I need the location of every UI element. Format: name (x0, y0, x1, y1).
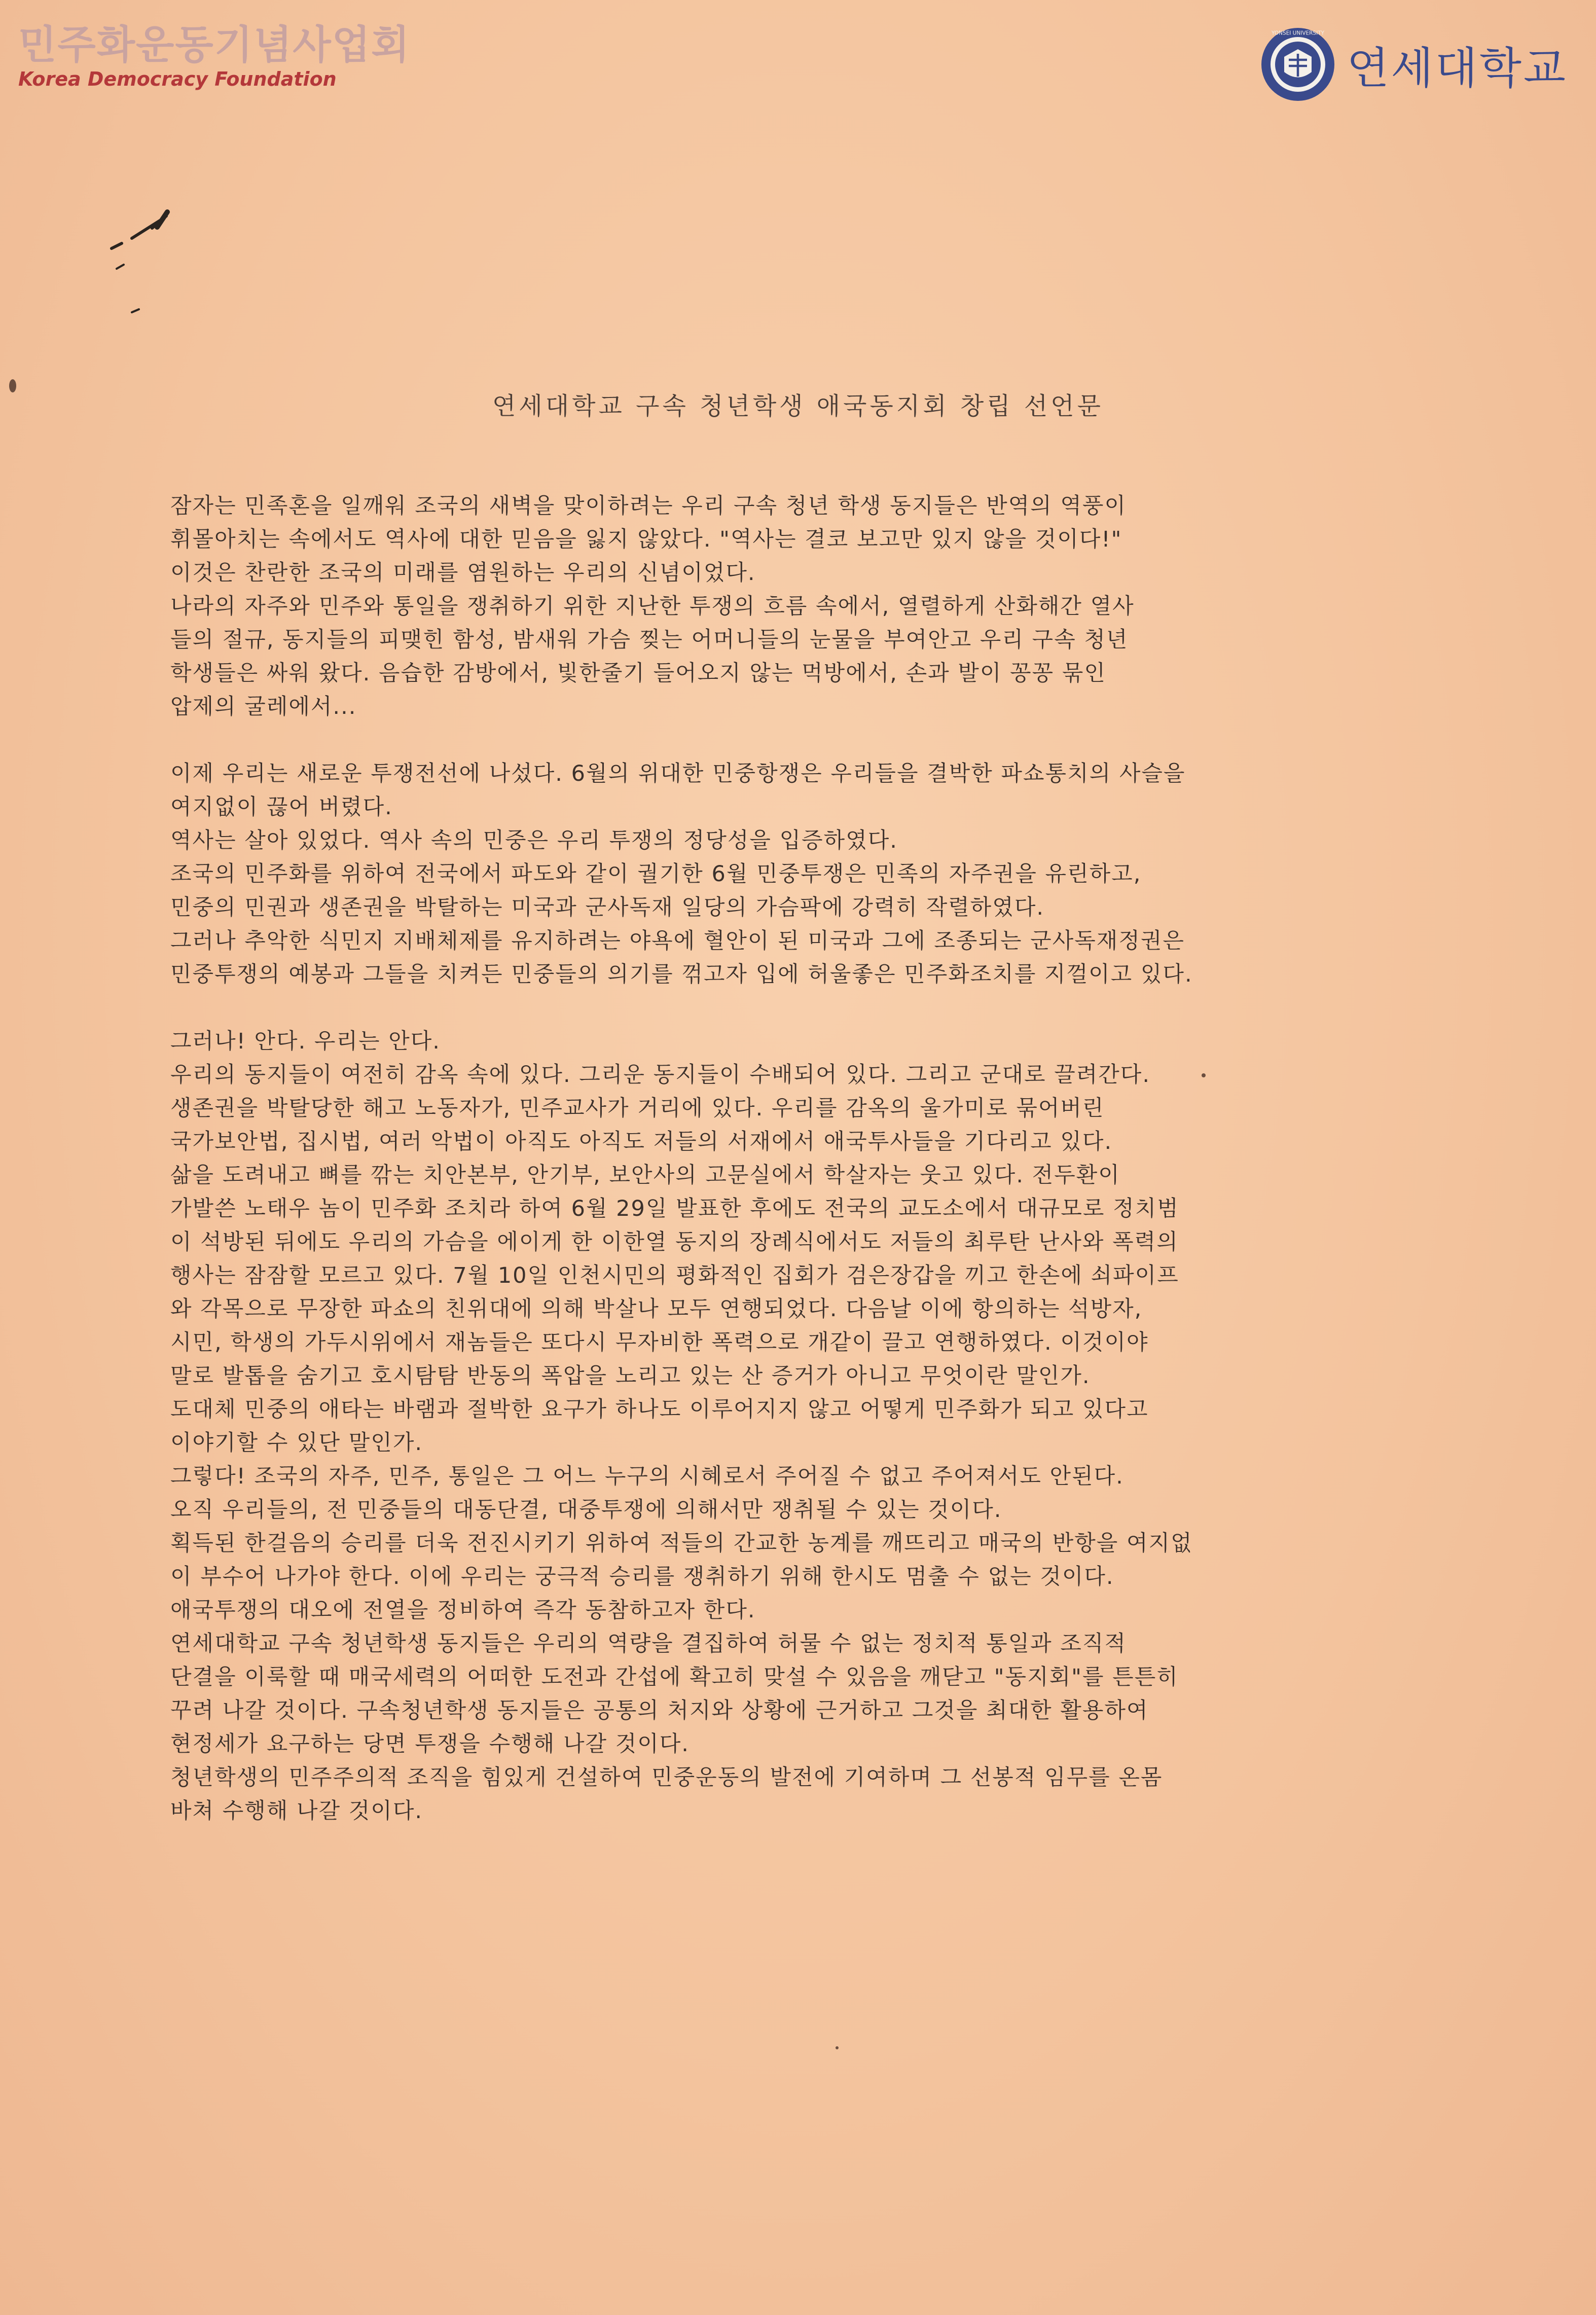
text-line: 가발쓴 노태우 놈이 민주화 조치라 하여 6월 29일 발표한 후에도 전국의 교도소에서 대규모로 정치범 (170, 1196, 1179, 1221)
text-line: 행사는 잠잠할 모르고 있다. 7월 10일 인천시민의 평화적인 집회가 검은장갑을 끼고 한손에 쇠파이프 (170, 1263, 1179, 1288)
text-line: 그렇다! 조국의 자주, 민주, 통일은 그 어느 누구의 시혜로서 주어질 수 없고 주어져서도 안된다. (170, 1464, 1124, 1489)
text-line: 들의 절규, 동지들의 피맺힌 함성, 밤새워 가슴 찢는 어머니들의 눈물을 부여안고 우리 구속 청년 (170, 627, 1129, 653)
kdf-logo-english: Korea Democracy Foundation (18, 68, 337, 90)
text-line: 삶을 도려내고 뼈를 깎는 치안본부, 안기부, 보안사의 고문실에서 학살자는 웃고 있다. 전두환이 (170, 1163, 1120, 1188)
text-line: 휘몰아치는 속에서도 역사에 대한 믿음을 잃지 않았다. "역사는 결코 보고만 있지 않을 것이다!" (170, 527, 1122, 552)
document-body (170, 489, 1407, 1828)
text-line: 이것은 찬란한 조국의 미래를 염원하는 우리의 신념이었다. (170, 560, 756, 586)
paper-speck (836, 2046, 839, 2049)
document-title: 연세대학교 구속 청년학생 애국동지회 창립 선언문 (492, 392, 1104, 420)
text-line: 오직 우리들의, 전 민중들의 대동단결, 대중투쟁에 의해서만 쟁취될 수 있는 것이다. (170, 1497, 1002, 1523)
text-line: 민중의 민권과 생존권을 박탈하는 미국과 군사독재 일당의 가슴팍에 강력히 작렬하였다. (170, 895, 1045, 920)
text-line: 압제의 굴레에서... (170, 694, 357, 719)
text-line: 역사는 살아 있었다. 역사 속의 민중은 우리 투쟁의 정당성을 입증하였다. (170, 828, 898, 853)
text-line: 획득된 한걸음의 승리를 더욱 전진시키기 위하여 적들의 간교한 농계를 깨뜨리고 매국의 반항을 여지없 (170, 1531, 1193, 1556)
text-line: 이 부수어 나가야 한다. 이에 우리는 궁극적 승리를 쟁취하기 위해 한시도 멈출 수 없는 것이다. (170, 1564, 1114, 1589)
text-line: 그러나! 안다. 우리는 안다. (170, 1029, 441, 1054)
kdf-logo-korean: 민주화운동기념사업회 (18, 22, 411, 68)
text-line: 도대체 민중의 애타는 바램과 절박한 요구가 하나도 이루어지지 않고 어떻게 민주화가 되고 있다고 (170, 1397, 1149, 1422)
text-line: 시민, 학생의 가두시위에서 재놈들은 또다시 무자비한 폭력으로 개같이 끌고 연행하였다. 이것이야 (170, 1330, 1149, 1355)
text-line: 여지없이 끊어 버렸다. (170, 794, 393, 820)
text-line: 나라의 자주와 민주와 통일을 쟁취하기 위한 지난한 투쟁의 흐름 속에서, 열렬하게 산화해간 열사 (170, 594, 1135, 619)
text-line: 현정세가 요구하는 당면 투쟁을 수행해 나갈 것이다. (170, 1731, 690, 1757)
text-line: 이 석방된 뒤에도 우리의 가슴을 에이게 한 이한열 동지의 장례식에서도 저들의 최루탄 난사와 폭력의 (170, 1229, 1179, 1255)
text-line: 민중투쟁의 예봉과 그들을 치켜든 민중들의 의기를 꺾고자 입에 허울좋은 민주화조치를 지껄이고 있다. (170, 962, 1193, 987)
text-line: 애국투쟁의 대오에 전열을 정비하여 즉각 동참하고자 한다. (170, 1598, 756, 1623)
yonsei-logo (1260, 26, 1568, 102)
text-line: 학생들은 싸워 왔다. 음습한 감방에서, 빛한줄기 들어오지 않는 먹방에서, 손과 발이 꽁꽁 묶인 (170, 661, 1106, 686)
paragraph-3 (170, 1025, 1407, 1828)
paragraph-2 (170, 757, 1407, 991)
yonsei-seal-text: YONSEI UNIVERSITY (1271, 30, 1324, 37)
text-line: 단결을 이룩할 때 매국세력의 어떠한 도전과 간섭에 확고히 맞설 수 있음을 깨닫고 "동지회"를 튼튼히 (170, 1665, 1179, 1690)
text-line: 와 각목으로 무장한 파쇼의 친위대에 의해 박살나 모두 연행되었다. 다음날 이에 항의하는 석방자, (170, 1296, 1143, 1322)
pen-mark-scribble-icon (101, 198, 213, 340)
yonsei-seal-icon (1260, 26, 1336, 102)
text-line: 생존권을 박탈당한 해고 노동자가, 민주교사가 거리에 있다. 우리를 감옥의 울가미로 묶어버린 (170, 1096, 1105, 1121)
text-line: 우리의 동지들이 여전히 감옥 속에 있다. 그리운 동지들이 수배되어 있다. 그리고 군대로 끌려간다. (170, 1062, 1151, 1088)
yonsei-logo-name: 연세대학교 (1347, 43, 1568, 94)
text-line: 이제 우리는 새로운 투쟁전선에 나섰다. 6월의 위대한 민중항쟁은 우리들을 결박한 파쇼통치의 사슬을 (170, 761, 1186, 786)
paragraph-1 (170, 489, 1407, 724)
text-line: 바쳐 수행해 나갈 것이다. (170, 1798, 423, 1824)
text-line: 국가보안법, 집시법, 여러 악법이 아직도 아직도 저들의 서재에서 애국투사들을 기다리고 있다. (170, 1129, 1113, 1154)
kdf-watermark-logo (18, 22, 411, 98)
text-line: 조국의 민주화를 위하여 전국에서 파도와 같이 궐기한 6월 민중투쟁은 민족의 자주권을 유린하고, (170, 861, 1142, 887)
text-line: 연세대학교 구속 청년학생 동지들은 우리의 역량을 결집하여 허물 수 없는 정치적 통일과 조직적 (170, 1631, 1127, 1656)
text-line: 이야기할 수 있단 말인가. (170, 1430, 423, 1456)
text-line: 꾸려 나갈 것이다. 구속청년학생 동지들은 공통의 처지와 상황에 근거하고 그것을 최대한 활용하여 (170, 1698, 1149, 1723)
text-line: 말로 발톱을 숨기고 호시탐탐 반동의 폭압을 노리고 있는 산 증거가 아니고 무엇이란 말인가. (170, 1363, 1091, 1389)
text-line: 그러나 추악한 식민지 지배체제를 유지하려는 야욕에 혈안이 된 미국과 그에 조종되는 군사독재정권은 (170, 928, 1185, 954)
text-line: 잠자는 민족혼을 일깨워 조국의 새벽을 맞이하려는 우리 구속 청년 학생 동지들은 반역의 역풍이 (170, 493, 1127, 519)
text-line: 청년학생의 민주주의적 조직을 힘있게 건설하여 민중운동의 발전에 기여하며 그 선봉적 임무를 온몸 (170, 1765, 1163, 1790)
